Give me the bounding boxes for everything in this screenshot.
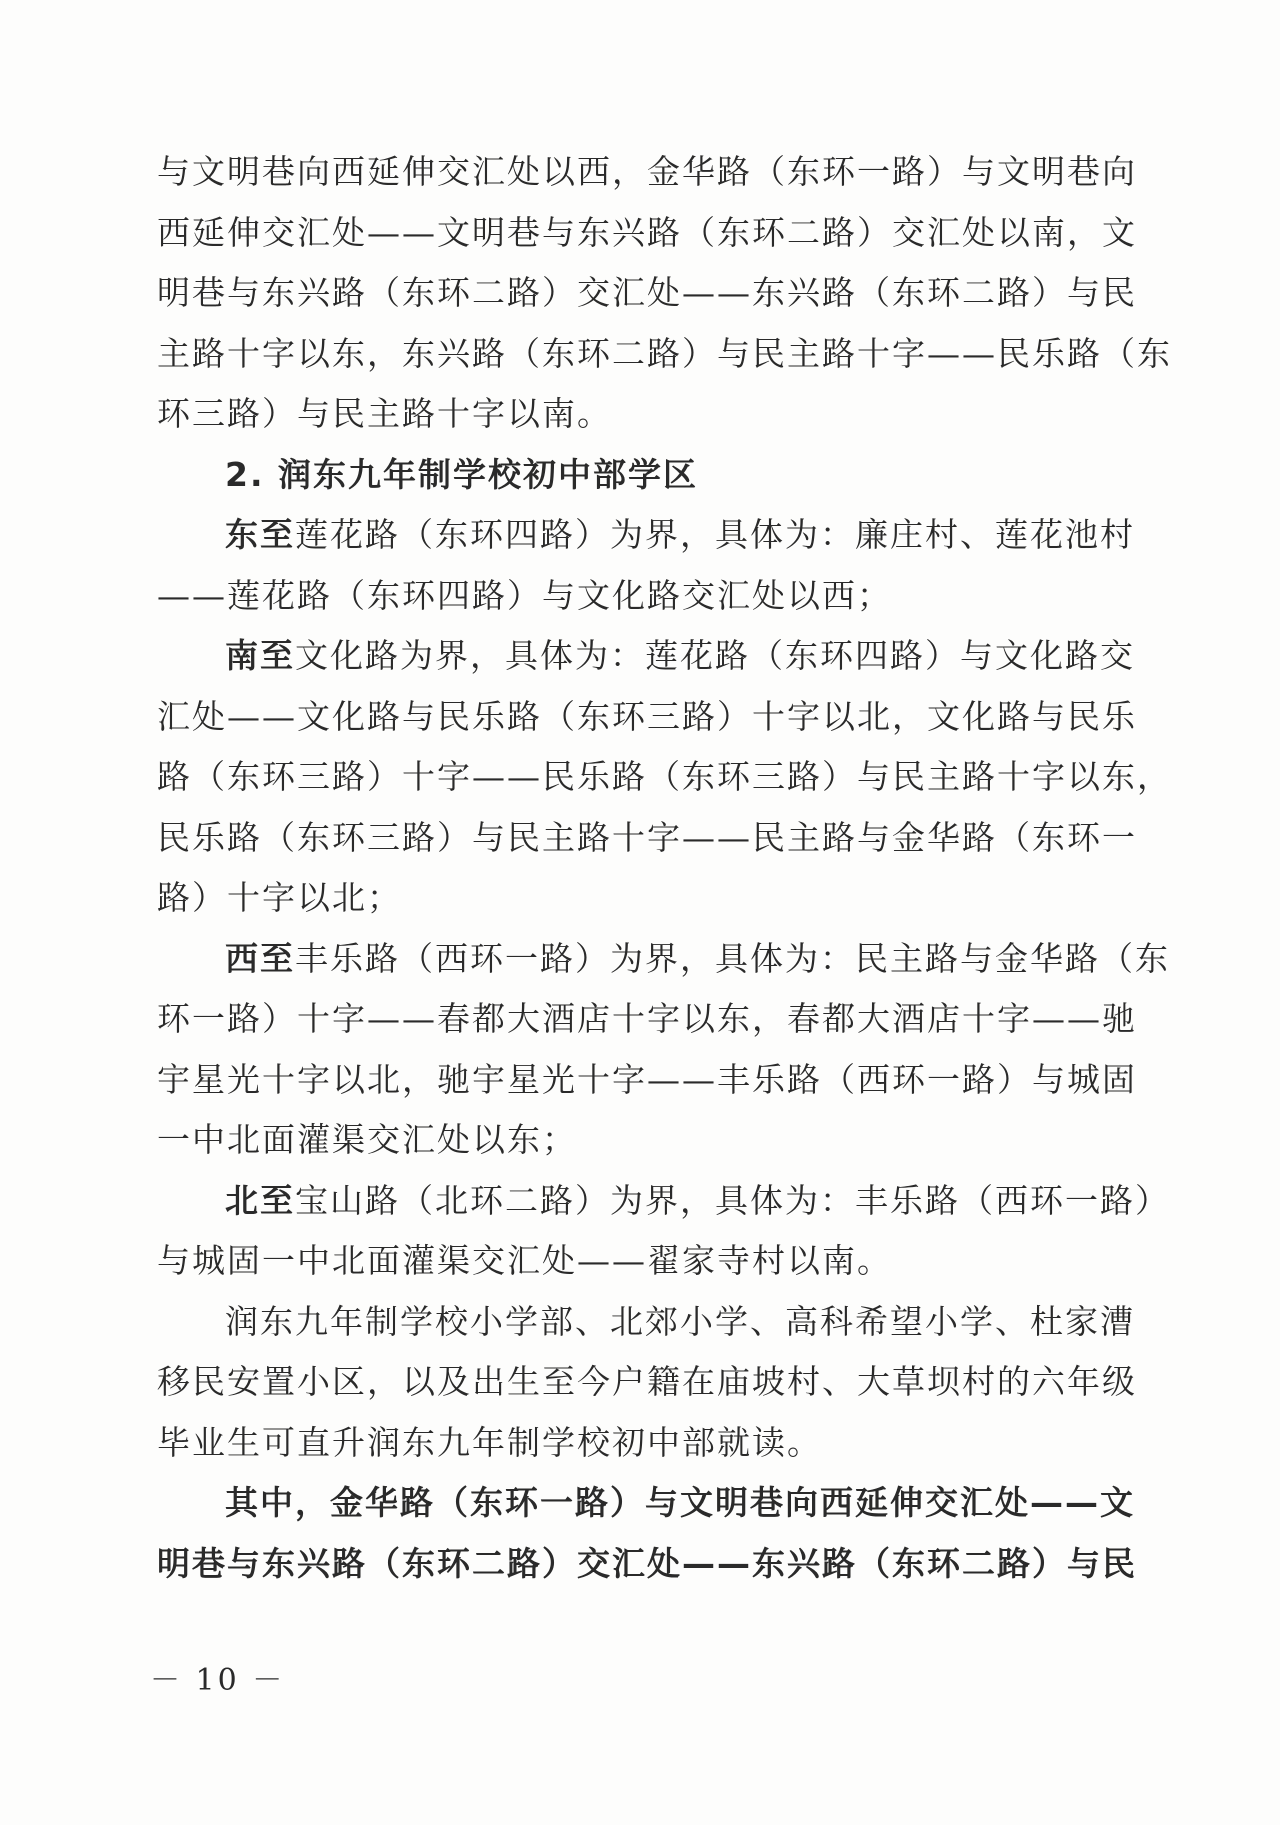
text-line: 与城固一中北面灌渠交汇处——翟家寺村以南。 bbox=[157, 1241, 892, 1280]
text-line: ——莲花路（东环四路）与文化路交汇处以西； bbox=[157, 575, 892, 615]
text-line: 西延伸交汇处——文明巷与东兴路（东环二路）交汇处以南，文 bbox=[157, 212, 1137, 252]
text-line: 主路十字以东，东兴路（东环二路）与民主路十字——民乐路（东 bbox=[157, 333, 1172, 373]
south-text: 文化路为界，具体为：莲花路（东环四路）与文化路交 bbox=[295, 636, 1135, 675]
south-lead: 南至 bbox=[225, 636, 295, 675]
bold-text-line: 其中，金华路（东环一路）与文明巷向西延伸交汇处——文 bbox=[225, 1483, 1135, 1522]
text-line: 路（东环三路）十字——民乐路（东环三路）与民主路十字以东， bbox=[157, 757, 1172, 796]
south-boundary-line bbox=[157, 626, 1135, 687]
page-number: － 10 － bbox=[150, 1663, 286, 1698]
bold-text-line: 明巷与东兴路（东环二路）交汇处——东兴路（东环二路）与民 bbox=[157, 1543, 1137, 1583]
text-line: 汇处——文化路与民乐路（东环三路）十字以北，文化路与民乐 bbox=[157, 696, 1137, 736]
text-line: 润东九年制学校小学部、北郊小学、高科希望小学、杜家漕 bbox=[225, 1301, 1135, 1341]
north-boundary-line bbox=[157, 1171, 1170, 1232]
section-heading: 2. 润东九年制学校初中部学区 bbox=[225, 454, 698, 494]
text-line: 民乐路（东环三路）与民主路十字——民主路与金华路（东环一 bbox=[157, 817, 1137, 857]
text-line: 宇星光十字以北，驰宇星光十字——丰乐路（西环一路）与城固 bbox=[157, 1059, 1137, 1099]
text-line: 毕业生可直升润东九年制学校初中部就读。 bbox=[157, 1422, 822, 1462]
text-line: 路）十字以北； bbox=[157, 878, 402, 917]
text-line: 移民安置小区，以及出生至今户籍在庙坡村、大草坝村的六年级 bbox=[157, 1362, 1137, 1401]
west-text: 丰乐路（西环一路）为界，具体为：民主路与金华路（东 bbox=[295, 938, 1170, 978]
text-line: 环一路）十字——春都大酒店十字以东，春都大酒店十字——驰 bbox=[157, 999, 1137, 1038]
text-line: 与文明巷向西延伸交汇处以西，金华路（东环一路）与文明巷向 bbox=[157, 152, 1137, 191]
body-text bbox=[157, 142, 1172, 1594]
text-line: 明巷与东兴路（东环二路）交汇处——东兴路（东环二路）与民 bbox=[157, 273, 1137, 312]
west-boundary-line bbox=[157, 929, 1170, 990]
east-lead: 东至 bbox=[225, 515, 295, 554]
west-lead: 西至 bbox=[225, 938, 295, 978]
north-text: 宝山路（北环二路）为界，具体为：丰乐路（西环一路） bbox=[295, 1180, 1170, 1220]
text-line: 一中北面灌渠交汇处以东； bbox=[157, 1120, 577, 1159]
text-line: 环三路）与民主路十字以南。 bbox=[157, 394, 612, 433]
north-lead: 北至 bbox=[225, 1180, 295, 1220]
east-boundary-line bbox=[157, 505, 1135, 566]
east-text: 莲花路（东环四路）为界，具体为：廉庄村、莲花池村 bbox=[295, 515, 1135, 554]
